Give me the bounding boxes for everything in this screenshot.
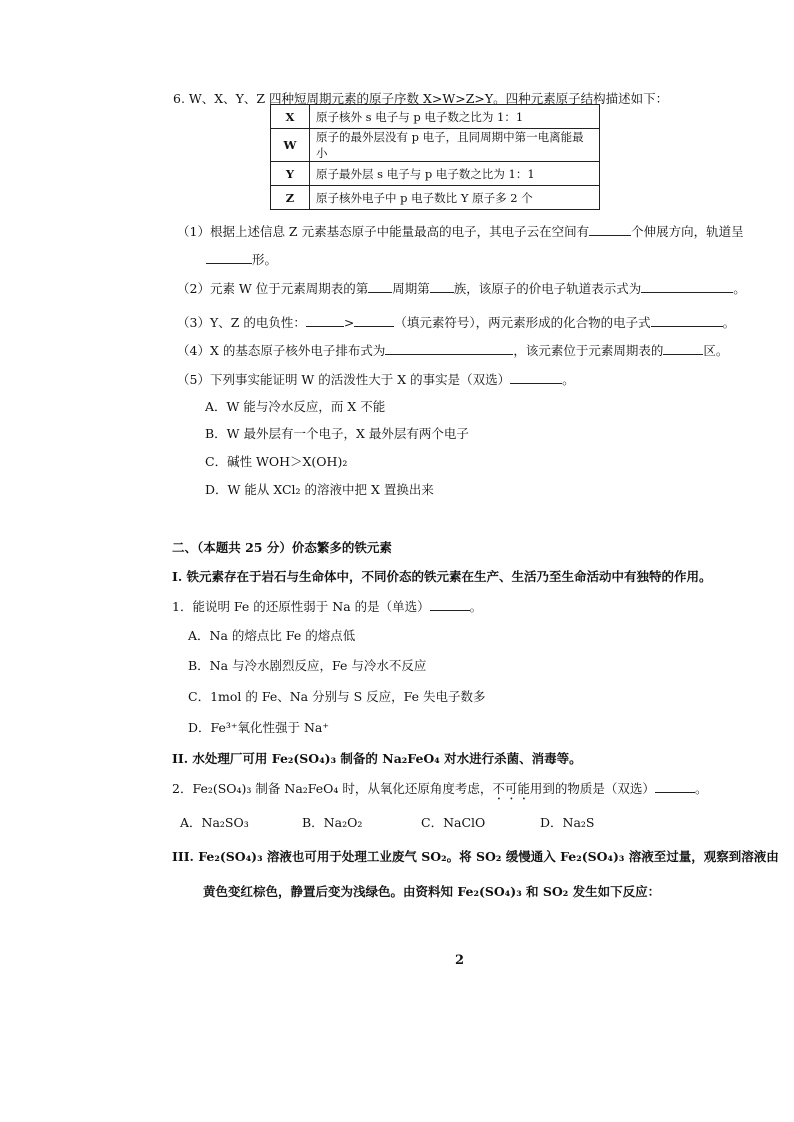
element-description: 原子核外电子中 p 电子数比 Y 原子多 2 个 [310, 186, 600, 210]
q6-option-d: D．W 能从 XCl₂ 的溶液中把 X 置换出来 [205, 482, 434, 497]
sec2-q2 [172, 779, 707, 803]
section-2-intro: I. 铁元素存在于岩石与生命体中，不同价态的铁元素在生产、生活乃至生命活动中有独特的作用。 [172, 569, 712, 584]
element-description: 原子核外 s 电子与 p 电子数之比为 1：1 [310, 105, 600, 129]
table-row [271, 162, 600, 186]
q6-part2-text3: 族，该原子的价电子轨道表示式为 [453, 281, 642, 296]
element-symbol: X [271, 105, 310, 129]
q6-option-c: C．碱性 WOH＞X(OH)₂ [205, 454, 348, 469]
answer-blank[interactable] [354, 314, 394, 327]
answer-blank[interactable] [655, 780, 695, 793]
answer-blank[interactable] [206, 251, 252, 264]
sec2-q1-end: 。 [469, 599, 483, 614]
sec2-q2-option-b: B．Na₂O₂ [302, 815, 363, 830]
answer-blank[interactable] [510, 371, 562, 384]
sec2-q2-text: 2．Fe₂(SO₄)₃ 制备 Na₂FeO₄ 时，从氧化还原角度考虑， [172, 781, 493, 796]
q6-part1 [177, 222, 744, 240]
element-description: 原子最外层 s 电子与 p 电子数之比为 1：1 [310, 162, 600, 186]
sec2-q1-option-a: A．Na 的熔点比 Fe 的熔点低 [188, 628, 356, 643]
q6-part3-end: 。 [722, 315, 736, 330]
q6-part2-text2: 周期第 [392, 281, 430, 296]
q6-part4-end: 区。 [703, 343, 729, 358]
sec2-q2-text2: 用到的物质是（双选） [529, 781, 655, 796]
q6-part1-text: （1）根据上述信息 Z 元素基态原子中能量最高的电子，其电子云在空间有 [177, 224, 590, 239]
part-ii-text: II. 水处理厂可用 Fe₂(SO₄)₃ 制备的 Na₂FeO₄ 对水进行杀菌、消毒等。 [172, 751, 582, 766]
sec2-q1-option-c: C．1mol 的 Fe、Na 分别与 S 反应，Fe 失电子数多 [188, 689, 486, 704]
q6-part2-end: 。 [733, 281, 746, 296]
table-row [271, 186, 600, 210]
answer-blank[interactable] [651, 314, 723, 327]
sec2-q2-option-a: A．Na₂SO₃ [180, 815, 249, 830]
element-symbol: Y [271, 162, 310, 186]
answer-blank[interactable] [589, 223, 631, 236]
part-iii-text: III. Fe₂(SO₄)₃ 溶液也可用于处理工业废气 SO₂。将 SO₂ 缓慢通入 Fe₂(SO₄)₃ 溶液至过量，观察到溶液由 [172, 849, 779, 864]
page-number: 2 [455, 953, 465, 968]
q6-part3 [177, 313, 735, 331]
sec2-q1-option-b: B．Na 与冷水剧烈反应，Fe 与冷水不反应 [188, 658, 427, 673]
q6-part4-text: （4）X 的基态原子核外电子排布式为 [177, 343, 386, 358]
sec2-q1 [172, 597, 482, 615]
q6-part5-text: （5）下列事实能证明 W 的活泼性大于 X 的事实是（双选） [177, 372, 511, 387]
answer-blank[interactable] [385, 342, 513, 355]
answer-blank[interactable] [306, 314, 344, 327]
answer-blank[interactable] [663, 342, 703, 355]
element-structure-table [270, 104, 600, 210]
q6-part4-text2: ，该元素位于元素周期表的 [513, 343, 664, 358]
element-symbol: Z [271, 186, 310, 210]
sec2-q1-text: 1．能说明 Fe 的还原性弱于 Na 的是（单选） [172, 599, 430, 614]
q6-option-a: A．W 能与冷水反应，而 X 不能 [205, 399, 386, 414]
answer-blank[interactable] [430, 280, 454, 293]
q6-part1-cont [206, 250, 277, 268]
answer-blank[interactable] [430, 598, 470, 611]
q6-part3-text2: （填元素符号），两元素形成的化合物的电子式 [394, 315, 651, 330]
q6-part4 [177, 341, 728, 359]
sec2-q2-option-d: D．Na₂S [540, 815, 595, 830]
sec2-q2-option-c: C．NaClO [421, 815, 486, 830]
element-description: 原子的最外层没有 p 电子，且同周期中第一电离能最小 [310, 129, 600, 162]
sec2-q2-end: 。 [694, 781, 708, 796]
table-row [271, 105, 600, 129]
emphasized-text: 不可能 [492, 781, 530, 796]
sec2-q1-option-d: D．Fe³⁺氧化性强于 Na⁺ [188, 720, 329, 735]
q6-part5-end: 。 [562, 372, 575, 387]
table-row [271, 129, 600, 162]
q6-part3-text: （3）Y、Z 的电负性： [177, 315, 306, 330]
q6-part2 [177, 279, 746, 297]
part-iii-text-cont: 黄色变红棕色，静置后变为浅绿色。由资料知 Fe₂(SO₄)₃ 和 SO₂ 发生如下反应： [203, 884, 661, 899]
q6-stem: 6. W、X、Y、Z 四种短周期元素的原子序数 X>W>Z>Y。四种元素原子结构描述如下： [173, 91, 669, 106]
q6-part5 [177, 370, 575, 388]
q6-part2-text: （2）元素 W 位于元素周期表的第 [177, 281, 369, 296]
q6-part1-text2: 个伸展方向，轨道呈 [631, 224, 744, 239]
answer-blank[interactable] [368, 280, 392, 293]
q6-option-b: B．W 最外层有一个电子，X 最外层有两个电子 [205, 426, 469, 441]
answer-blank[interactable] [641, 280, 733, 293]
section-2-title: 二、（本题共 25 分）价态繁多的铁元素 [172, 540, 392, 555]
greater-sign: > [343, 315, 355, 330]
q6-part1-text3: 形。 [252, 252, 278, 267]
element-symbol: W [271, 129, 310, 162]
